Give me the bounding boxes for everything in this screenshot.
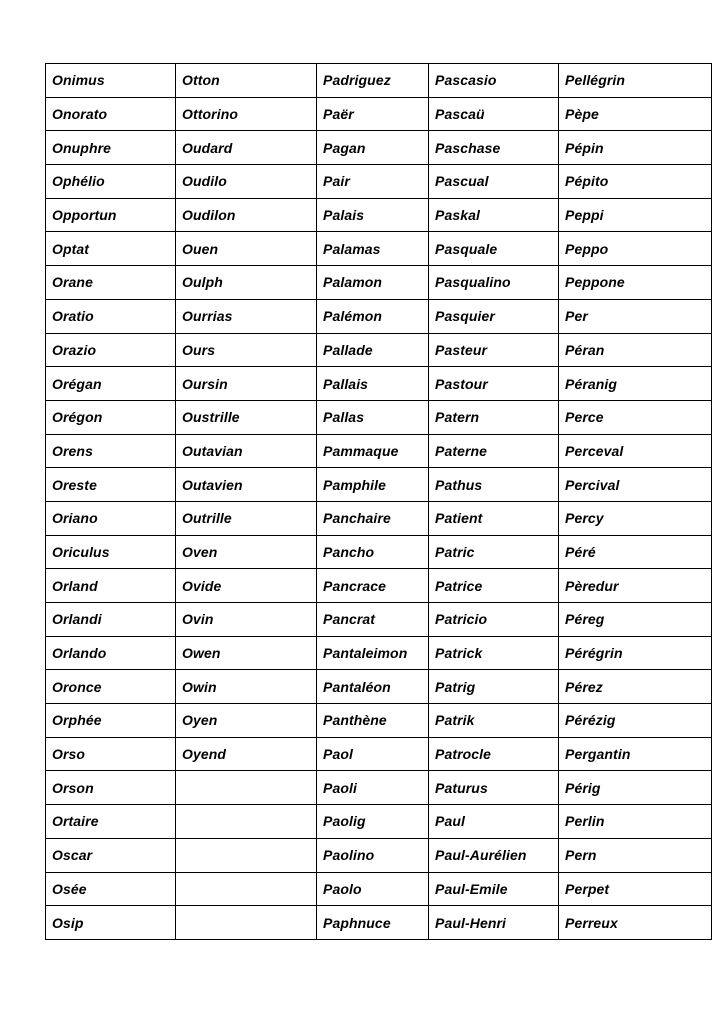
table-cell: Perce xyxy=(559,400,712,434)
table-cell: Oreste xyxy=(46,468,176,502)
table-row xyxy=(46,232,712,266)
table-row xyxy=(46,165,712,199)
table-row xyxy=(46,569,712,603)
table-cell: Paul xyxy=(429,805,559,839)
table-cell: Ours xyxy=(176,333,317,367)
table-cell: Orégan xyxy=(46,367,176,401)
table-cell: Pagan xyxy=(317,131,429,165)
table-cell: Pascaü xyxy=(429,97,559,131)
table-cell: Panchaire xyxy=(317,501,429,535)
table-cell: Pasteur xyxy=(429,333,559,367)
table-cell xyxy=(176,771,317,805)
table-cell: Perpet xyxy=(559,872,712,906)
table-cell: Pammaque xyxy=(317,434,429,468)
table-cell: Pascasio xyxy=(429,64,559,98)
table-row xyxy=(46,468,712,502)
table-cell: Paolino xyxy=(317,838,429,872)
table-row xyxy=(46,266,712,300)
table-cell: Pallade xyxy=(317,333,429,367)
table-row xyxy=(46,603,712,637)
table-cell: Orson xyxy=(46,771,176,805)
table-cell: Percival xyxy=(559,468,712,502)
table-cell: Perreux xyxy=(559,906,712,940)
table-cell: Orens xyxy=(46,434,176,468)
table-cell: Péran xyxy=(559,333,712,367)
table-cell: Péré xyxy=(559,535,712,569)
table-cell: Pasquier xyxy=(429,299,559,333)
table-cell: Paterne xyxy=(429,434,559,468)
table-row xyxy=(46,400,712,434)
table-cell: Padriguez xyxy=(317,64,429,98)
table-cell: Paschase xyxy=(429,131,559,165)
table-cell: Patrig xyxy=(429,670,559,704)
table-cell: Pérégrin xyxy=(559,636,712,670)
table-cell: Oyend xyxy=(176,737,317,771)
table-cell: Pergantin xyxy=(559,737,712,771)
table-cell: Patern xyxy=(429,400,559,434)
table-cell: Orphée xyxy=(46,704,176,738)
table-cell: Outavian xyxy=(176,434,317,468)
table-cell: Oriano xyxy=(46,501,176,535)
table-cell: Ovide xyxy=(176,569,317,603)
table-cell: Palémon xyxy=(317,299,429,333)
table-cell: Paolo xyxy=(317,872,429,906)
table-row xyxy=(46,636,712,670)
table-row xyxy=(46,805,712,839)
table-cell: Patric xyxy=(429,535,559,569)
table-cell: Pèpe xyxy=(559,97,712,131)
table-cell: Oscar xyxy=(46,838,176,872)
table-cell: Peppi xyxy=(559,198,712,232)
table-cell: Oronce xyxy=(46,670,176,704)
table-cell: Pellégrin xyxy=(559,64,712,98)
table-cell: Paturus xyxy=(429,771,559,805)
table-cell: Optat xyxy=(46,232,176,266)
table-cell: Pépin xyxy=(559,131,712,165)
table-cell: Patrick xyxy=(429,636,559,670)
table-cell: Paër xyxy=(317,97,429,131)
table-cell: Perlin xyxy=(559,805,712,839)
table-cell: Pancho xyxy=(317,535,429,569)
table-cell: Pamphile xyxy=(317,468,429,502)
table-row xyxy=(46,704,712,738)
table-cell: Palais xyxy=(317,198,429,232)
table-cell: Pastour xyxy=(429,367,559,401)
table-cell: Patrik xyxy=(429,704,559,738)
table-cell: Osip xyxy=(46,906,176,940)
table-cell: Oustrille xyxy=(176,400,317,434)
table-row xyxy=(46,367,712,401)
table-cell: Pascual xyxy=(429,165,559,199)
table-cell: Onorato xyxy=(46,97,176,131)
table-cell: Oratio xyxy=(46,299,176,333)
table-cell: Oudilo xyxy=(176,165,317,199)
table-row xyxy=(46,64,712,98)
table-cell: Onuphre xyxy=(46,131,176,165)
table-cell: Owen xyxy=(176,636,317,670)
table-cell: Peppone xyxy=(559,266,712,300)
table-cell: Patrocle xyxy=(429,737,559,771)
table-row xyxy=(46,771,712,805)
table-cell: Pantaléon xyxy=(317,670,429,704)
table-row xyxy=(46,333,712,367)
table-cell: Pèredur xyxy=(559,569,712,603)
table-cell: Paphnuce xyxy=(317,906,429,940)
table-cell: Otton xyxy=(176,64,317,98)
table-cell: Oudard xyxy=(176,131,317,165)
table-cell: Ortaire xyxy=(46,805,176,839)
table-cell: Pallas xyxy=(317,400,429,434)
table-row xyxy=(46,501,712,535)
table-cell: Outavien xyxy=(176,468,317,502)
table-cell: Orland xyxy=(46,569,176,603)
table-cell xyxy=(176,838,317,872)
table-row xyxy=(46,198,712,232)
table-cell xyxy=(176,805,317,839)
table-cell: Pancrat xyxy=(317,603,429,637)
table-cell: Oyen xyxy=(176,704,317,738)
table-cell: Percy xyxy=(559,501,712,535)
table-row xyxy=(46,737,712,771)
table-cell: Paol xyxy=(317,737,429,771)
table-cell: Palamas xyxy=(317,232,429,266)
table-cell: Onimus xyxy=(46,64,176,98)
table-cell: Orégon xyxy=(46,400,176,434)
table-cell xyxy=(176,872,317,906)
table-cell: Périg xyxy=(559,771,712,805)
table-row xyxy=(46,838,712,872)
table-cell: Oriculus xyxy=(46,535,176,569)
table-cell: Pasquale xyxy=(429,232,559,266)
table-row xyxy=(46,535,712,569)
table-cell: Pantaleimon xyxy=(317,636,429,670)
table-cell xyxy=(176,906,317,940)
table-cell: Paolig xyxy=(317,805,429,839)
table-cell: Paskal xyxy=(429,198,559,232)
table-row xyxy=(46,670,712,704)
table-cell: Perceval xyxy=(559,434,712,468)
table-cell: Patrice xyxy=(429,569,559,603)
table-cell: Pérez xyxy=(559,670,712,704)
table-row xyxy=(46,434,712,468)
table-cell: Pern xyxy=(559,838,712,872)
names-table xyxy=(45,63,712,940)
table-cell: Per xyxy=(559,299,712,333)
table-cell: Ouen xyxy=(176,232,317,266)
table-cell: Panthène xyxy=(317,704,429,738)
table-cell: Pérézig xyxy=(559,704,712,738)
table-cell: Paul-Emile xyxy=(429,872,559,906)
table-cell: Paoli xyxy=(317,771,429,805)
table-cell: Orazio xyxy=(46,333,176,367)
table-cell: Pancrace xyxy=(317,569,429,603)
table-cell: Oulph xyxy=(176,266,317,300)
table-cell: Ophélio xyxy=(46,165,176,199)
table-cell: Patient xyxy=(429,501,559,535)
table-cell: Oudilon xyxy=(176,198,317,232)
table-cell: Pépito xyxy=(559,165,712,199)
table-cell: Orlando xyxy=(46,636,176,670)
table-cell: Péreg xyxy=(559,603,712,637)
table-cell: Ottorino xyxy=(176,97,317,131)
table-row xyxy=(46,906,712,940)
table-row xyxy=(46,97,712,131)
table-cell: Ourrias xyxy=(176,299,317,333)
table-cell: Outrille xyxy=(176,501,317,535)
table-cell: Péranig xyxy=(559,367,712,401)
table-cell: Ovin xyxy=(176,603,317,637)
table-row xyxy=(46,299,712,333)
table-cell: Oven xyxy=(176,535,317,569)
table-cell: Orso xyxy=(46,737,176,771)
table-cell: Pasqualino xyxy=(429,266,559,300)
table-row xyxy=(46,872,712,906)
names-table-body xyxy=(46,64,712,940)
table-cell: Orane xyxy=(46,266,176,300)
table-cell: Paul-Henri xyxy=(429,906,559,940)
table-cell: Pathus xyxy=(429,468,559,502)
table-cell: Owin xyxy=(176,670,317,704)
table-cell: Osée xyxy=(46,872,176,906)
table-cell: Patricio xyxy=(429,603,559,637)
table-cell: Orlandi xyxy=(46,603,176,637)
table-cell: Pallais xyxy=(317,367,429,401)
table-cell: Pair xyxy=(317,165,429,199)
table-cell: Palamon xyxy=(317,266,429,300)
table-cell: Opportun xyxy=(46,198,176,232)
table-cell: Oursin xyxy=(176,367,317,401)
table-cell: Paul-Aurélien xyxy=(429,838,559,872)
table-row xyxy=(46,131,712,165)
table-cell: Peppo xyxy=(559,232,712,266)
